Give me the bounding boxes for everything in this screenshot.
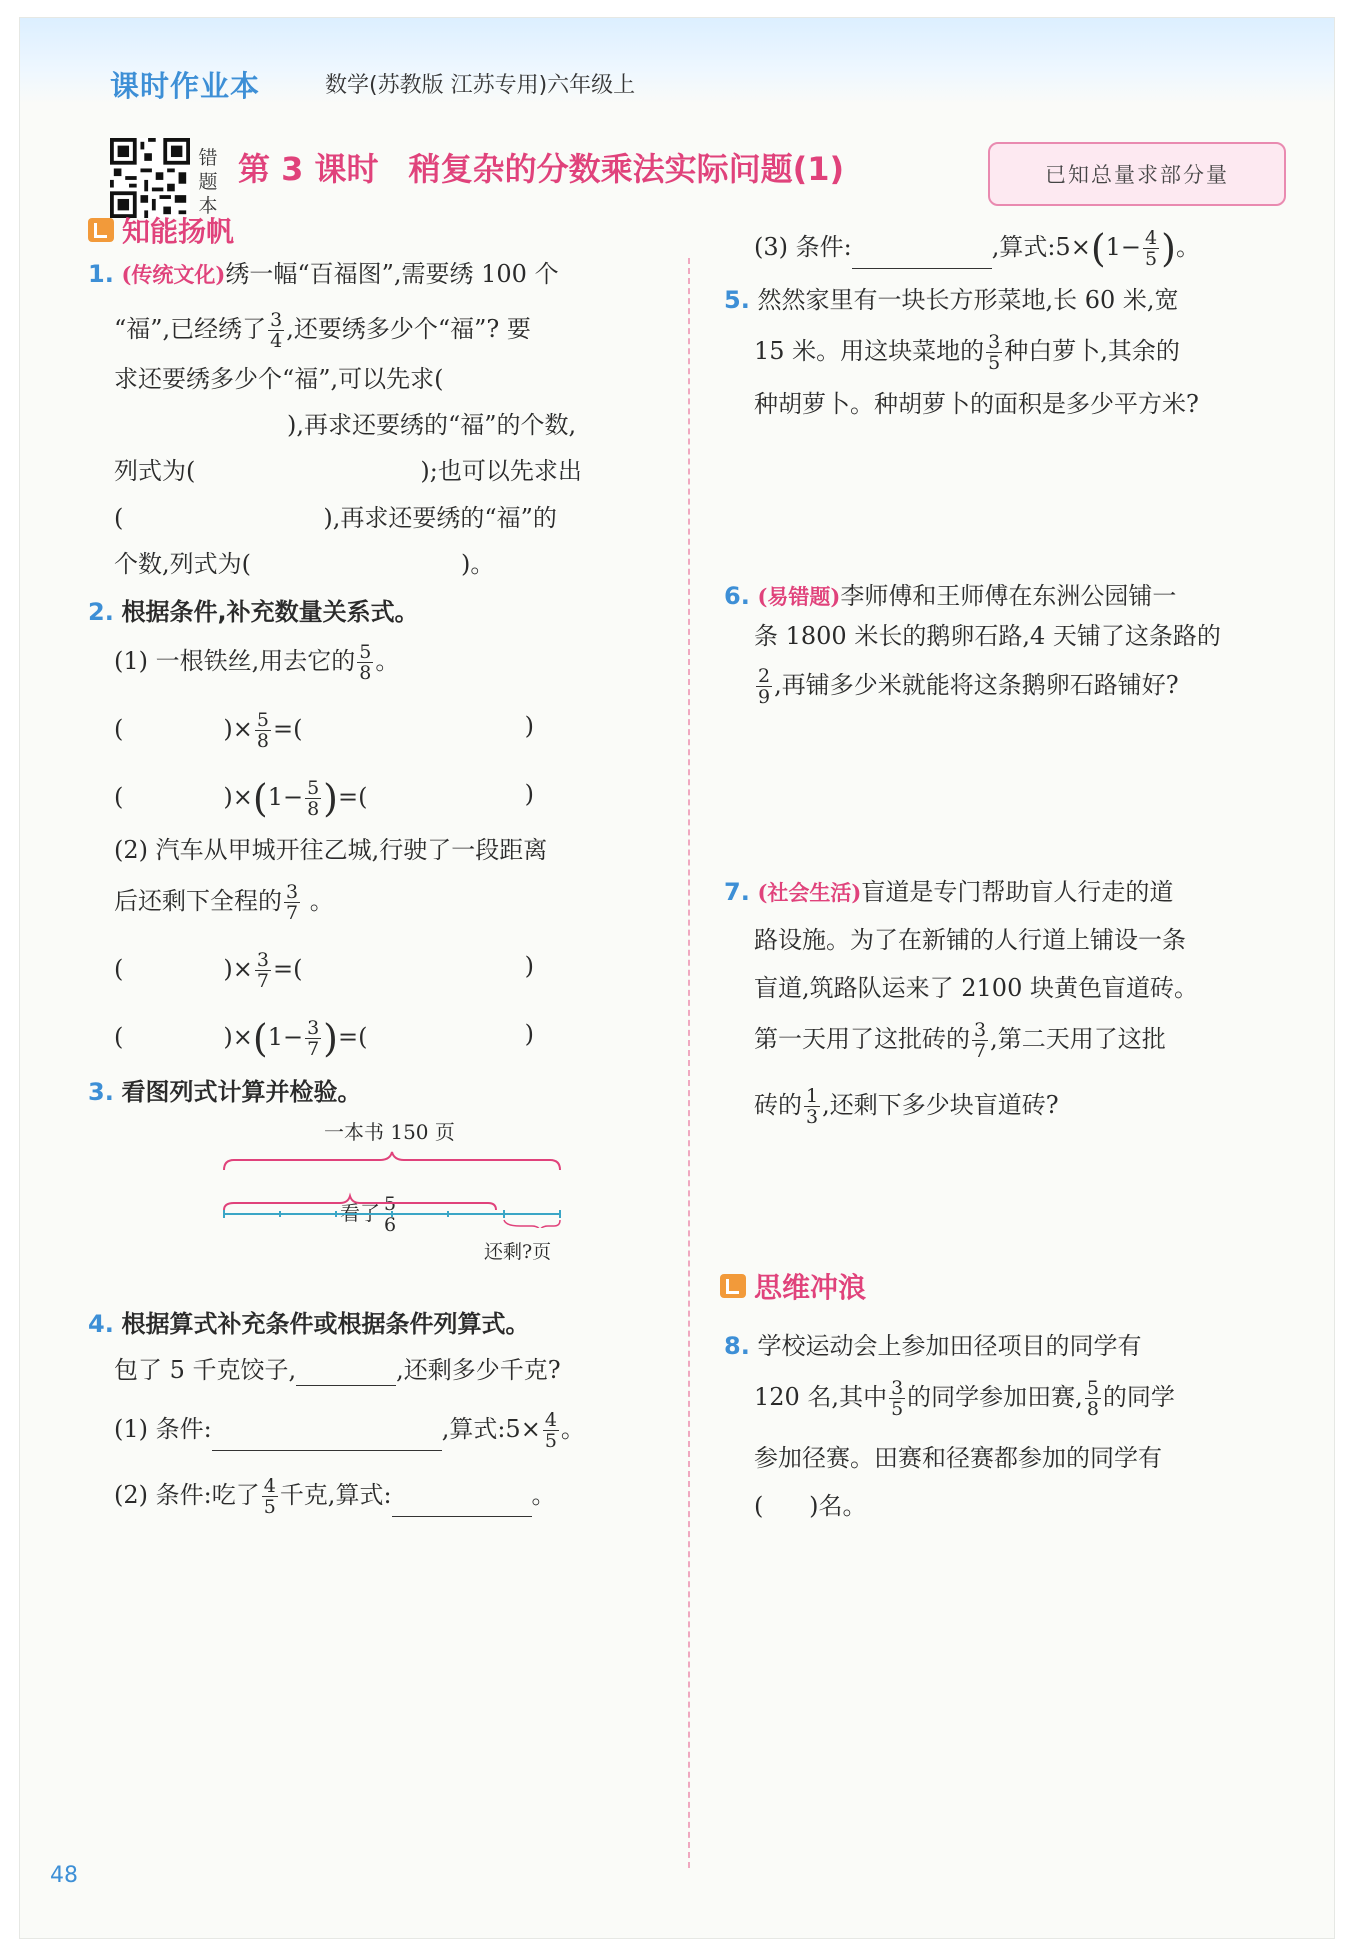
q1-line6: ( ),再求还要绣的“福”的 (114, 504, 557, 532)
q3-left-label: 还剩?页 (484, 1241, 552, 1263)
q6-line1: 6. (易错题)李师傅和王师傅在东洲公园铺一 (724, 582, 1177, 610)
column-divider (688, 258, 690, 1868)
q5-line2: 15 米。用这块菜地的 $\frac{3}{5}$ 种白萝卜,其余的 (754, 331, 1180, 374)
topic-tag: 已知总量求部分量 (988, 142, 1286, 206)
series-title: 数学(苏教版 江苏专用)六年级上 (325, 73, 636, 98)
answer-blank[interactable] (852, 268, 992, 269)
q8-line4: ( )名。 (754, 1492, 867, 1520)
workbook-page (20, 18, 1334, 1938)
q4-c2: (2) 条件:吃了 $\frac{4}{5}$ 千克,算式: 。 (114, 1475, 556, 1518)
answer-blank[interactable] (212, 1450, 442, 1451)
q8-line2: 120 名,其中 $\frac{3}{5}$ 的同学参加田赛, $\frac{5}{8}$ 的同学 (754, 1377, 1175, 1420)
q1-line5: 列式为( );也可以先求出 (114, 457, 582, 485)
q3-title: 3. 看图列式计算并检验。 (88, 1078, 362, 1106)
q8-line3: 参加径赛。田赛和径赛都参加的同学有 (754, 1444, 1162, 1472)
q7-line1: 7. (社会生活)盲道是专门帮助盲人行走的道 (724, 878, 1174, 906)
q7-line2: 路设施。为了在新铺的人行道上铺设一条 (754, 926, 1186, 954)
sail-icon (88, 218, 114, 242)
q8-line1: 8. 学校运动会上参加田径项目的同学有 (724, 1332, 1142, 1360)
q3-read-label: 看了 $\frac{5}{6}$ (340, 1193, 397, 1236)
q4-title: 4. 根据算式补充条件或根据条件列算式。 (88, 1310, 530, 1338)
brand-title: 课时作业本 (110, 69, 261, 103)
q1-line1: 1. (传统文化)绣一幅“百福图”,需要绣 100 个 (88, 260, 559, 288)
wave-icon (720, 1274, 746, 1298)
q2-sub1: (1) 一根铁丝,用去它的 $\frac{5}{8}$ 。 (114, 641, 400, 684)
q6-line2: 条 1800 米长的鹅卵石路,4 天铺了这条路的 (754, 622, 1221, 650)
q3-total-label: 一本书 150 页 (324, 1120, 455, 1144)
section-heading-zhineng: 知能扬帆 (88, 210, 234, 250)
q4-c1: (1) 条件: ,算式:5× $\frac{4}{5}$ 。 (114, 1409, 585, 1452)
q5-line1: 5. 然然家里有一块长方形菜地,长 60 米,宽 (724, 286, 1179, 314)
q4-c3: (3) 条件: ,算式:5×(1− $\frac{4}{5}$ )。 (754, 226, 1200, 271)
q2-title: 2. 根据条件,补充数量关系式。 (88, 598, 419, 626)
q1-line7: 个数,列式为( )。 (114, 550, 495, 578)
q7-line4: 第一天用了这批砖的 $\frac{3}{7}$ ,第二天用了这批 (754, 1019, 1166, 1062)
section-heading-siwei: 思维冲浪 (720, 1266, 866, 1306)
q4-stem: 包了 5 千克饺子, ,还剩多少千克? (114, 1356, 561, 1384)
q2-eq4: ( )×(1− $\frac{3}{7}$ )=( ) (114, 1016, 534, 1061)
line-segment-diagram (220, 1148, 580, 1228)
lesson-title: 第 3 课时 稍复杂的分数乘法实际问题(1) (238, 150, 845, 188)
page-number: 48 (50, 1863, 78, 1888)
fraction-3-4: $\frac{3}{4}$ (270, 309, 283, 352)
q6-line3: $\frac{2}{9}$ ,再铺多少米就能将这条鹅卵石路铺好? (758, 665, 1179, 708)
qr-code-icon[interactable] (110, 138, 190, 218)
q7-line3: 盲道,筑路队运来了 2100 块黄色盲道砖。 (754, 974, 1198, 1002)
answer-blank[interactable] (392, 1516, 532, 1517)
q1-line4: ),再求还要绣的“福”的个数, (287, 411, 577, 439)
q5-line3: 种胡萝卜。种胡萝卜的面积是多少平方米? (754, 390, 1199, 418)
q2-eq3: ( )× $\frac{3}{7}$ =( ) (114, 949, 534, 992)
answer-blank[interactable] (296, 1385, 396, 1386)
q2-eq2: ( )×(1− $\frac{5}{8}$ )=( ) (114, 776, 534, 821)
qr-label: 错 题 本 (198, 147, 218, 217)
q2-sub2b: 后还剩下全程的 $\frac{3}{7}$ 。 (114, 881, 334, 924)
q2-sub2a: (2) 汽车从甲城开往乙城,行驶了一段距离 (114, 836, 548, 864)
q1-line2: “福”,已经绣了 $\frac{3}{4}$ ,还要绣多少个“福”? 要 (114, 309, 531, 352)
q1-line3: 求还要绣多少个“福”,可以先求( (114, 365, 444, 393)
q2-eq1: ( )× $\frac{5}{8}$ =( ) (114, 709, 534, 752)
q7-line5: 砖的 $\frac{1}{3}$ ,还剩下多少块盲道砖? (754, 1085, 1059, 1128)
